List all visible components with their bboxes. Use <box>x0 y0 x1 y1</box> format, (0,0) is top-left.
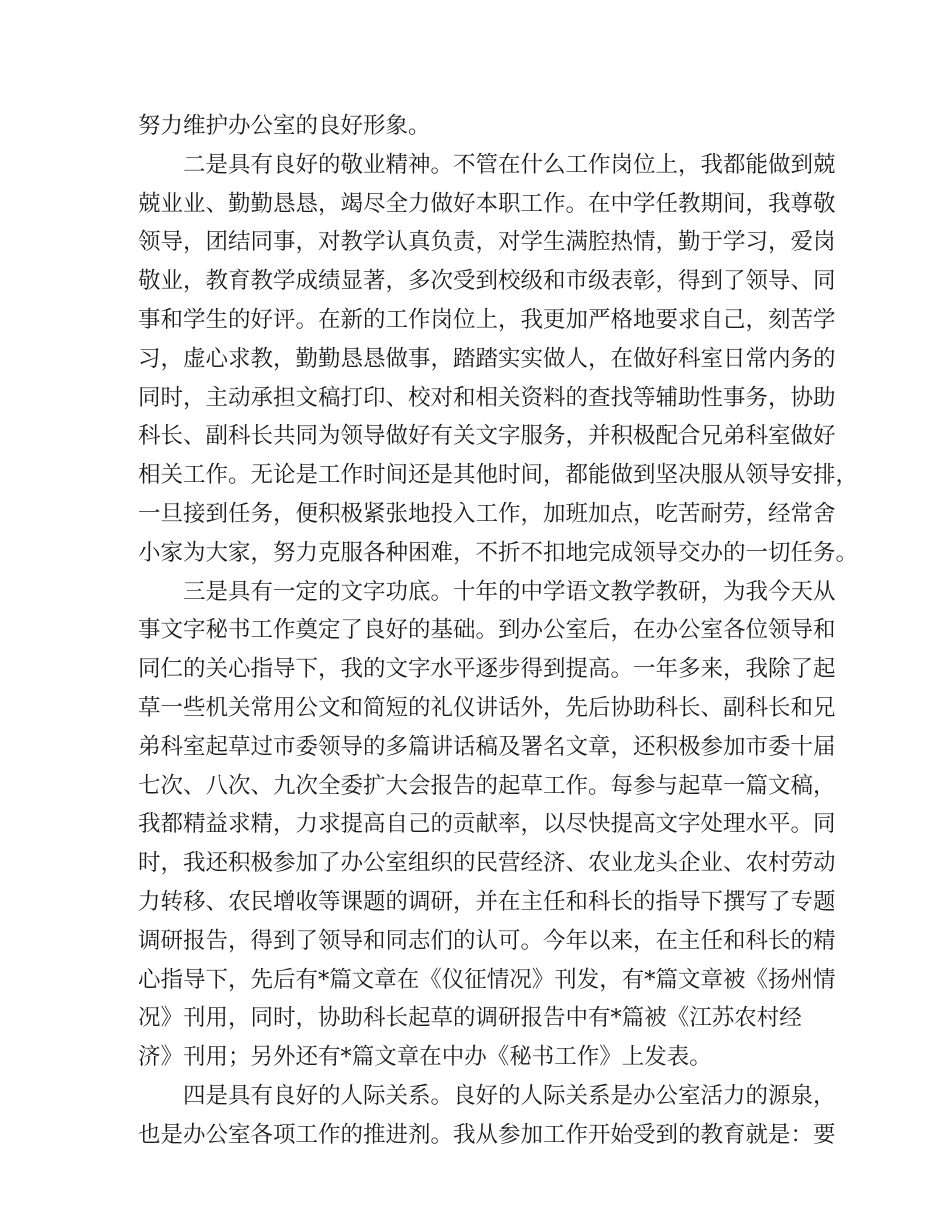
text-line: 济》刊用；另外还有*篇文章在中办《秘书工作》上发表。 <box>138 1044 712 1071</box>
text-line: 习，虚心求教，勤勤恳恳做事，踏踏实实做人，在做好科室日常内务的 <box>138 345 836 372</box>
text-line: 七次、八次、九次全委扩大会报告的起草工作。每参与起草一篇文稿， <box>138 772 836 799</box>
text-line: 我都精益求精，力求提高自己的贡献率，以尽快提高文字处理水平。同 <box>138 811 836 838</box>
paragraph-start-line: 三是具有一定的文字功底。十年的中学语文教学教研，为我今天从 <box>183 578 836 605</box>
text-line: 力转移、农民增收等课题的调研，并在主任和科长的指导下撰写了专题 <box>138 888 836 915</box>
text-line: 科长、副科长共同为领导做好有关文字服务，并积极配合兄弟科室做好 <box>138 423 836 450</box>
text-line: 敬业，教育教学成绩显著，多次受到校级和市级表彰，得到了领导、同 <box>138 268 836 295</box>
text-line: 同仁的关心指导下，我的文字水平逐步得到提高。一年多来，我除了起 <box>138 656 836 683</box>
text-line: 努力维护办公室的良好形象。 <box>138 113 431 139</box>
text-line: 弟科室起草过市委领导的多篇讲话稿及署名文章，还积极参加市委十届 <box>138 733 836 760</box>
paragraph-start-line: 二是具有良好的敬业精神。不管在什么工作岗位上，我都能做到兢 <box>183 151 836 178</box>
text-line: 一旦接到任务，便积极紧张地投入工作，加班加点，吃苦耐劳，经常舍 <box>138 500 836 527</box>
body-text <box>138 107 859 1155</box>
text-line: 领导，团结同事，对教学认真负责，对学生满腔热情，勤于学习，爱岗 <box>138 229 836 256</box>
text-line: 事文字秘书工作奠定了良好的基础。到办公室后，在办公室各位领导和 <box>138 617 836 644</box>
text-line: 事和学生的好评。在新的工作岗位上，我更加严格地要求自己，刻苦学 <box>138 306 836 333</box>
text-line: 也是办公室各项工作的推进剂。我从参加工作开始受到的教育就是：要 <box>138 1121 836 1148</box>
text-line: 小家为大家，努力克服各种困难，不折不扣地完成领导交办的一切任务。 <box>138 539 859 566</box>
paragraph-start-line: 四是具有良好的人际关系。良好的人际关系是办公室活力的源泉， <box>183 1082 836 1109</box>
text-line: 心指导下，先后有*篇文章在《仪征情况》刊发，有*篇文章被《扬州情 <box>138 966 836 993</box>
text-line: 草一些机关常用公文和简短的礼仪讲话外，先后协助科长、副科长和兄 <box>138 694 836 721</box>
text-line: 调研报告，得到了领导和同志们的认可。今年以来，在主任和科长的精 <box>138 927 836 954</box>
text-line: 同时，主动承担文稿打印、校对和相关资料的查找等辅助性事务，协助 <box>138 384 836 411</box>
text-line: 相关工作。无论是工作时间还是其他时间，都能做到坚决服从领导安排， <box>138 462 859 489</box>
text-line: 兢业业、勤勤恳恳，竭尽全力做好本职工作。在中学任教期间，我尊敬 <box>138 190 836 217</box>
text-line: 时，我还积极参加了办公室组织的民营经济、农业龙头企业、农村劳动 <box>138 850 836 877</box>
text-line: 况》刊用，同时，协助科长起草的调研报告中有*篇被《江苏农村经 <box>138 1005 802 1032</box>
